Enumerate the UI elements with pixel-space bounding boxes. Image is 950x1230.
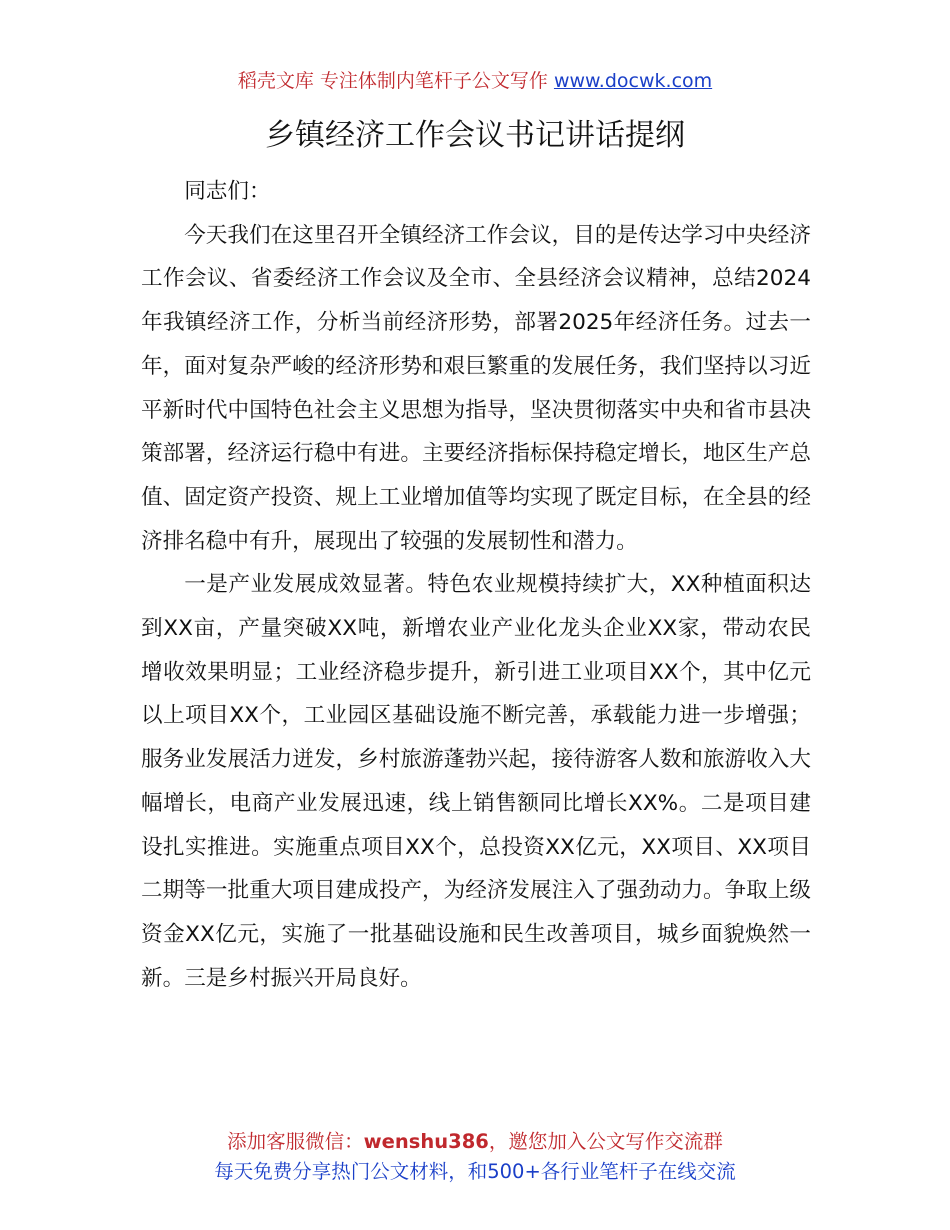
footer-prefix: 添加客服微信： [227,1130,364,1153]
paragraph-achievements: 一是产业发展成效显著。特色农业规模持续扩大，XX种植面积达到XX亩，产量突破XX吨，新增农业产业化龙头企业XX家，带动农民增收效果明显；工业经济稳步提升，新引进工业项目XX个，其中亿元以上项目XX个，工业园区基础设施不断完善，承载能力进一步增强；服务业发展活力迸发，乡村旅游蓬勃兴起，接待游客人数和旅游收入大幅增长，电商产业发展迅速，线上销售额同比增长XX%。二是项目建设扎实推进。实施重点项目XX个，总投资XX亿元，XX项目、XX项目二期等一批重大项目建成投产，为经济发展注入了强劲动力。争取上级资金XX亿元，实施了一批基础设施和民生改善项目，城乡面貌焕然一新。三是乡村振兴开局良好。 [141,572,811,991]
header-brand-text: 稻壳文库 专注体制内笔杆子公文写作 [237,70,554,92]
greeting: 同志们： [184,179,271,204]
document-body [141,170,811,1000]
page-footer [0,1127,950,1187]
footer-contact-line [0,1127,950,1157]
website-link[interactable]: www.docwk.com [553,70,713,92]
wechat-id: wenshu386 [363,1130,489,1153]
footer-promo-line: 每天免费分享热门公文材料，和500+各行业笔杆子在线交流 [214,1160,736,1183]
paragraph-intro: 今天我们在这里召开全镇经济工作会议，目的是传达学习中央经济工作会议、省委经济工作会议及全市、全县经济会议精神，总结2024年我镇经济工作，分析当前经济形势，部署2025年经济任务。过去一年，面对复杂严峻的经济形势和艰巨繁重的发展任务，我们坚持以习近平新时代中国特色社会主义思想为指导，坚决贯彻落实中央和省市县决策部署，经济运行稳中有进。主要经济指标保持稳定增长，地区生产总值、固定资产投资、规上工业增加值等均实现了既定目标，在全县的经济排名稳中有升，展现出了较强的发展韧性和潜力。 [141,222,811,554]
document-title: 乡镇经济工作会议书记讲话提纲 [265,118,685,153]
page-header [0,66,950,96]
footer-suffix: ，邀您加入公文写作交流群 [488,1130,723,1153]
